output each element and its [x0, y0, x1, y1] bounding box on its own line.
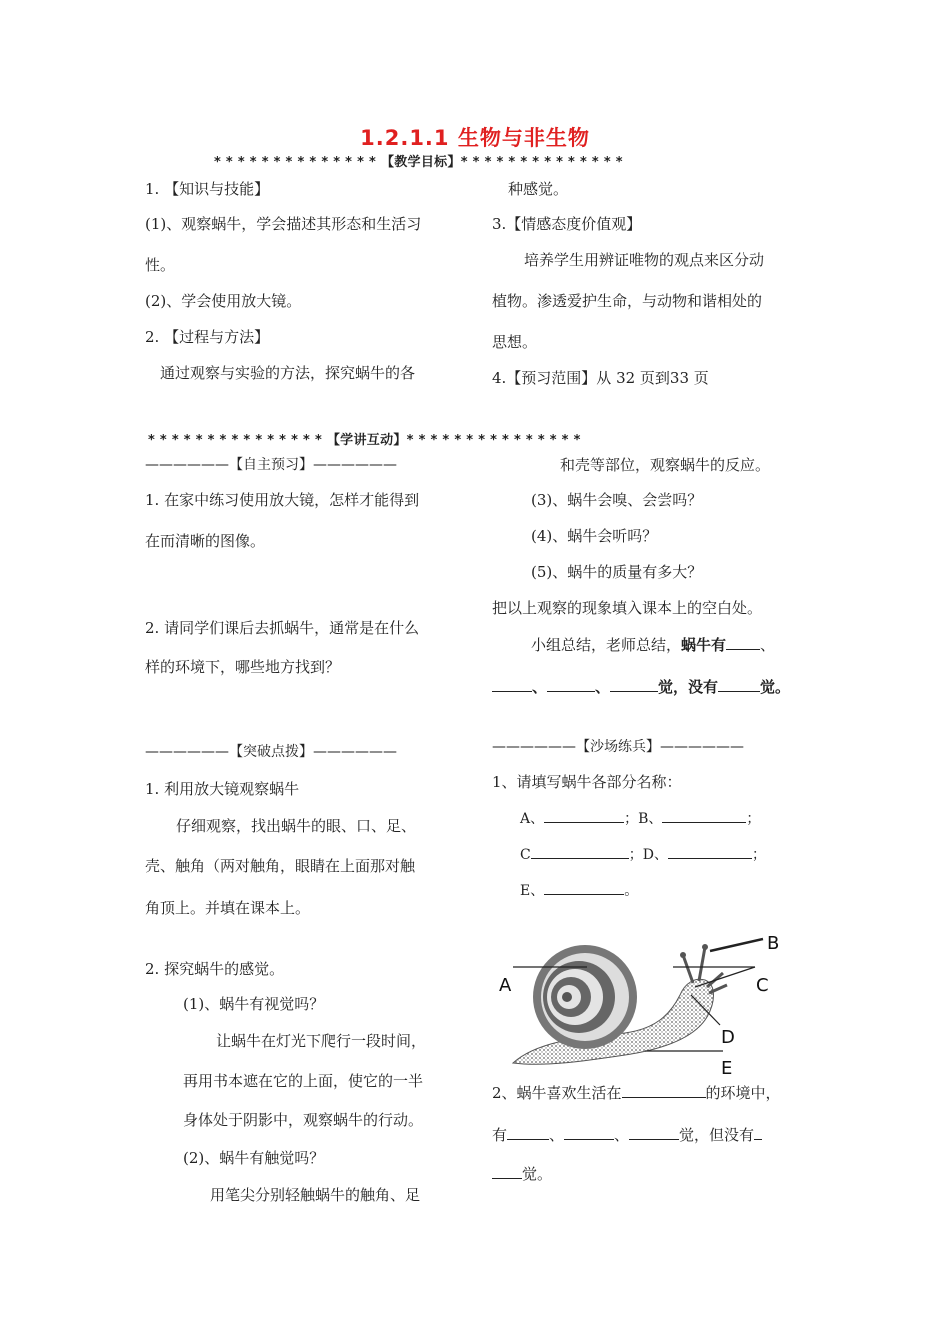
label-b: ；B、 [624, 811, 663, 827]
label-c: C [520, 847, 531, 863]
goal-emotion-1a: 培养学生用辨证唯物的观点来区分动 [524, 251, 765, 269]
interact-header: * * * * * * * * * * * * * * * 【学讲互动】* * * * * * * * * * * * * * * [148, 433, 581, 448]
goal-knowledge-2: (2)、学会使用放大镜。 [145, 292, 302, 310]
q2-prefix: 2、蜗牛喜欢生活在 [492, 1084, 622, 1102]
goal-emotion-1c: 思想。 [492, 333, 538, 351]
sense-smell-q: (3)、蜗牛会嗅、会尝吗？ [531, 491, 703, 509]
goal-knowledge-title: 1. 【知识与技能】 [145, 180, 270, 198]
goal-range: 4.【预习范围】从 32 页到33 页 [492, 369, 709, 387]
practice-q2-line2 [492, 1124, 762, 1145]
sense-hear-q: (4)、蜗牛会听吗？ [531, 527, 658, 545]
snail-shell [533, 945, 637, 1049]
summary-sep-1: 、 [760, 636, 776, 654]
practice-e-row [520, 880, 638, 900]
breakthrough-item1a: 仔细观察，找出蜗牛的眼、口、足、 [176, 817, 417, 835]
summary-sep-2: 、 [532, 678, 548, 696]
summary-has: 蜗牛有 [681, 636, 727, 654]
blank-a[interactable] [544, 808, 624, 823]
q2-have: 有 [492, 1126, 508, 1144]
label-a: A、 [520, 811, 545, 827]
goals-header: * * * * * * * * * * * * * * 【教学目标】* * * * * * * * * * * * * * [214, 155, 623, 170]
q2-blank-2[interactable] [564, 1125, 614, 1140]
practice-ab-row [520, 808, 760, 828]
summary-not-have: 觉，没有 [658, 678, 719, 696]
summary-blank-4[interactable] [610, 677, 658, 692]
breakthrough-item1b: 壳、触角（两对触角，眼睛在上面那对触 [145, 857, 416, 875]
fill-instruction: 把以上观察的现象填入课本上的空白处。 [492, 599, 763, 617]
q2-blank-1[interactable] [507, 1125, 549, 1140]
snail-eye-left [680, 952, 686, 958]
leader-c [695, 967, 755, 987]
label-diagram-e: E [721, 1058, 733, 1079]
q2-sep-2: 、 [614, 1126, 630, 1144]
q2-blank-4b[interactable] [492, 1164, 522, 1179]
blank-c[interactable] [531, 844, 629, 859]
summary-prefix: 小组总结，老师总结， [531, 636, 682, 654]
goal-knowledge-1a: (1)、观察蜗牛，学会描述其形态和生活习 [145, 215, 422, 233]
sense-mass-q: (5)、蜗牛的质量有多大？ [531, 563, 703, 581]
practice-q2-line3 [492, 1163, 552, 1184]
q2-suffix: 的环境中， [705, 1084, 781, 1102]
blank-b[interactable] [662, 808, 746, 823]
summary-end: 觉。 [760, 678, 791, 696]
sense-touch-q: (2)、蜗牛有触觉吗？ [183, 1149, 325, 1167]
preview-q2a: 2. 请同学们课后去抓蜗牛，通常是在什么 [145, 619, 420, 637]
leader-b [710, 939, 763, 951]
snail-diagram [495, 925, 795, 1085]
blank-d[interactable] [668, 844, 752, 859]
label-diagram-b: B [767, 933, 780, 954]
summary-blank-1[interactable] [726, 635, 760, 650]
label-e: E、 [520, 883, 545, 899]
q2-end: 觉。 [522, 1165, 553, 1183]
goal-process-1a: 通过观察与实验的方法，探究蜗牛的各 [160, 364, 416, 382]
breakthrough-item1c: 角顶上。并填在课本上。 [145, 899, 311, 917]
label-d: ；D、 [628, 847, 668, 863]
q2-blank-4a[interactable] [754, 1125, 762, 1140]
practice-header: ——————【沙场练兵】—————— [492, 739, 744, 755]
practice-q1: 1、请填写蜗牛各部分名称： [492, 773, 682, 791]
preview-q1a: 1. 在家中练习使用放大镜，怎样才能得到 [145, 491, 420, 509]
summary-line2 [492, 676, 790, 697]
breakthrough-item2: 2. 探究蜗牛的感觉。 [145, 960, 285, 978]
sense-sight-a: 让蜗牛在灯光下爬行一段时间， [216, 1032, 427, 1050]
preview-q1b: 在而清晰的图像。 [145, 532, 266, 550]
summary-line1 [531, 634, 775, 655]
breakthrough-header: ——————【突破点拨】—————— [145, 744, 397, 760]
preview-q2b: 样的环境下，哪些地方找到？ [145, 658, 341, 676]
goal-process-1b: 种感觉。 [508, 180, 569, 198]
goal-emotion-title: 3.【情感态度价值观】 [492, 215, 642, 233]
summary-blank-2[interactable] [492, 677, 532, 692]
q2-mid: 觉，但没有 [679, 1126, 755, 1144]
preview-header: ——————【自主预习】—————— [145, 457, 397, 473]
label-diagram-d: D [721, 1027, 735, 1048]
summary-blank-3[interactable] [547, 677, 595, 692]
sense-sight-c: 身体处于阴影中，观察蜗牛的行动。 [183, 1111, 424, 1129]
q2-blank-env[interactable] [622, 1083, 706, 1098]
practice-cd-row [520, 844, 766, 864]
goal-emotion-1b: 植物。渗透爱护生命，与动物和谐相处的 [492, 292, 763, 310]
sense-touch-b: 和壳等部位，观察蜗牛的反应。 [560, 456, 771, 474]
sense-sight-b: 再用书本遮在它的上面，使它的一半 [183, 1072, 424, 1090]
period-e: 。 [624, 883, 639, 899]
page-title: 1.2.1.1 生物与非生物 [360, 126, 590, 150]
breakthrough-item1: 1. 利用放大镜观察蜗牛 [145, 780, 300, 798]
label-diagram-c: C [756, 975, 769, 996]
sense-touch-a: 用笔尖分别轻触蜗牛的触角、足 [210, 1186, 421, 1204]
semi-b: ； [746, 811, 761, 827]
summary-blank-5[interactable] [718, 677, 760, 692]
sense-sight-q: (1)、蜗牛有视觉吗？ [183, 995, 325, 1013]
practice-q2-line1 [492, 1082, 781, 1103]
summary-sep-3: 、 [595, 678, 611, 696]
goal-process-title: 2. 【过程与方法】 [145, 328, 270, 346]
goal-knowledge-1b: 性。 [145, 256, 176, 274]
snail-eye-right [702, 944, 708, 950]
blank-e[interactable] [544, 880, 624, 895]
label-diagram-a: A [499, 975, 512, 996]
q2-sep-1: 、 [549, 1126, 565, 1144]
semi-d: ； [751, 847, 766, 863]
q2-blank-3[interactable] [629, 1125, 679, 1140]
